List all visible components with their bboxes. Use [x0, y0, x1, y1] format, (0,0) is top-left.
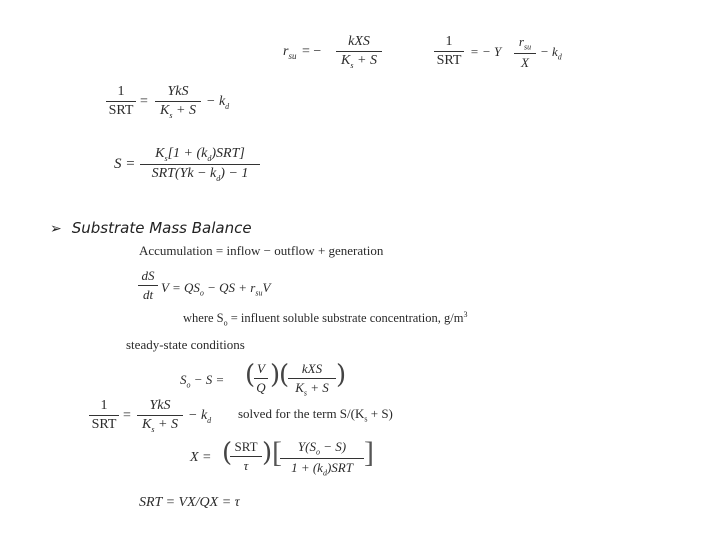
X-paren-open: ( [222, 438, 233, 468]
where-line: where $S_o$ = influent soluble substrate concentration, $g/m^3$ [183, 310, 468, 328]
X-paren-close: ) [262, 438, 273, 468]
X-fraction1: SRT τ [230, 439, 262, 474]
balance-derivative: dS dt [138, 268, 158, 303]
X-bracket-close: ] [364, 436, 374, 469]
steady-paren-open-1: ( [245, 360, 256, 390]
final-equation: SRT = VX/QX = τ [139, 495, 240, 510]
steady-lhs: $S_o - S$ = [180, 372, 225, 390]
steady-fraction2: kXS $K_s + S$ [288, 361, 336, 398]
arrow-bullet-icon: ➢ [50, 221, 62, 237]
srt1-fraction-right: YkS $K_s + S$ [155, 84, 201, 120]
srt1-tail: − $k_d$ [206, 94, 230, 111]
S-fraction: $K_s[1 + (k_d)SRT]$ $SRT(Yk - k_d) - 1$ [140, 146, 260, 183]
bullet-row [50, 219, 252, 238]
steady-state-label: steady-state conditions [126, 337, 245, 352]
srt-top-fraction: 1 SRT [434, 34, 464, 69]
steady-paren-open-2: ( [279, 360, 290, 390]
X-fraction2: $Y(S_o - S)$ $1 + (k_d)SRT$ [280, 439, 364, 477]
X-bracket-open: [ [272, 436, 282, 469]
rsu-lhs: $r_{su}$ [283, 44, 297, 61]
steady-fraction1: V Q [254, 361, 268, 396]
rsu-denominator: $K_s + S$ [341, 53, 377, 70]
srt2-equals: = [123, 408, 131, 423]
balance-rest: $V = QS_o$ − QS + $r_{su}V$ [161, 280, 271, 298]
X-lhs: X = [190, 450, 212, 465]
accumulation-line: Accumulation = inflow − outflow + generation [139, 243, 384, 258]
rsu-numerator: kXS [348, 34, 370, 49]
steady-paren-close-2: ) [336, 360, 347, 390]
srt2-fraction-left: 1 SRT [89, 398, 119, 433]
S-lhs: S = [114, 156, 136, 172]
srt1-fraction-left: 1 SRT [106, 84, 136, 119]
rsu-equals: = − [302, 44, 322, 59]
srt-top-fraction2: $r_{su}$ X [514, 34, 536, 71]
srt1-equals: = [140, 94, 148, 109]
srt2-fraction-right: YkS $K_s + S$ [137, 398, 183, 434]
solved-line: solved for the term $S/(K_s + S)$ [238, 406, 393, 424]
srt-top-mid: = − Y [470, 44, 502, 59]
section-heading: Substrate Mass Balance [71, 219, 252, 237]
rsu-fraction [336, 34, 382, 70]
srt-top-tail: − $k_d$ [540, 44, 562, 62]
steady-paren-close-1: ) [270, 360, 281, 390]
srt2-tail: − $k_d$ [188, 408, 212, 425]
